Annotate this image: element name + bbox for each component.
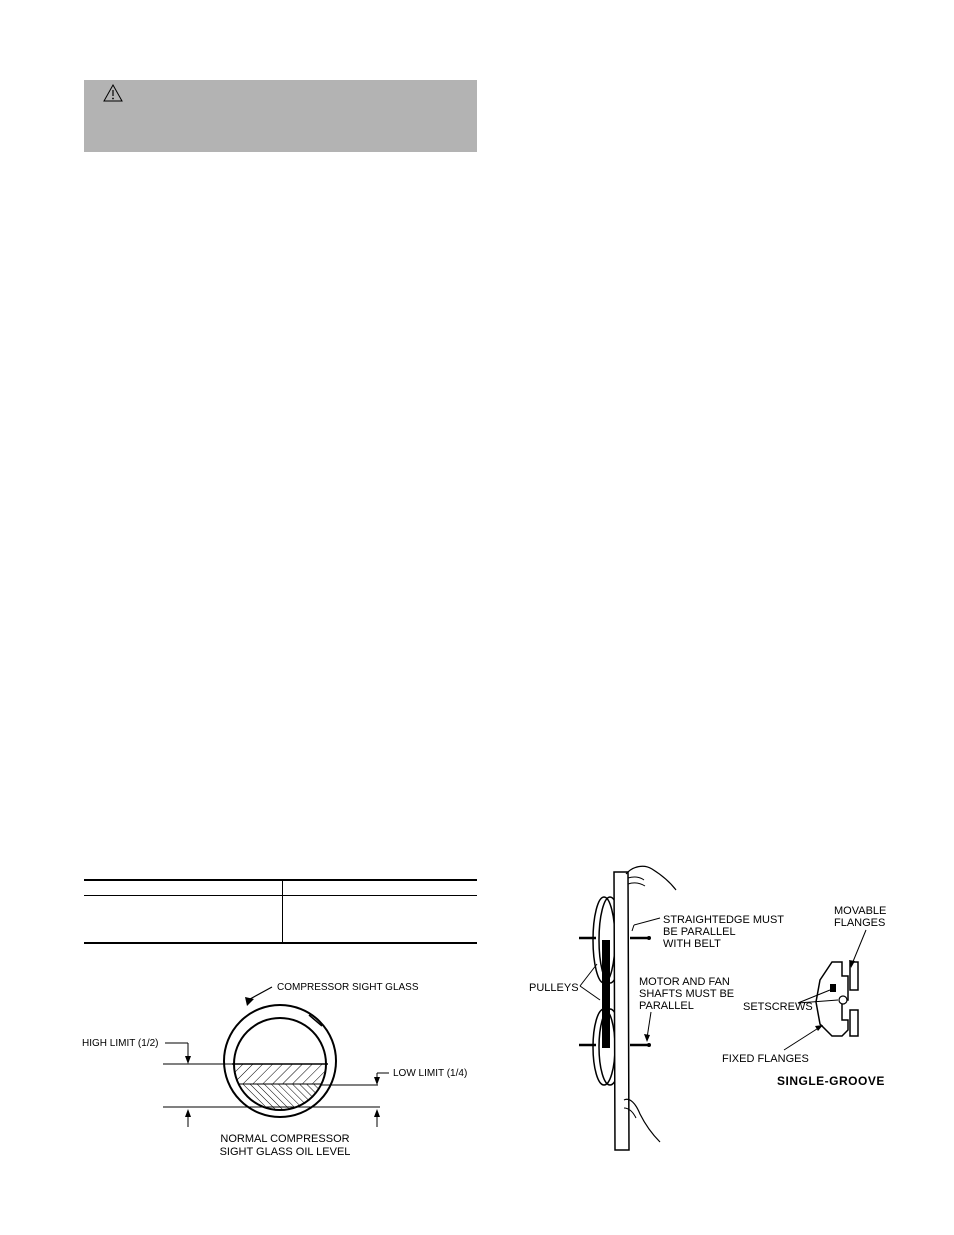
label-high-limit: HIGH LIMIT (1/2) (82, 1038, 159, 1049)
table-header-rule (84, 895, 477, 896)
label-shafts-3: PARALLEL (639, 1000, 694, 1012)
caption-line-1: NORMAL COMPRESSOR (220, 1133, 350, 1145)
label-low-limit: LOW LIMIT (1/4) (393, 1068, 468, 1079)
caution-box (84, 80, 477, 152)
label-straightedge-2: BE PARALLEL (663, 926, 736, 938)
label-movable-2: FLANGES (834, 917, 886, 929)
label-single-groove: SINGLE-GROOVE (777, 1074, 885, 1088)
label-setscrews: SETSCREWS (743, 1001, 813, 1013)
label-compressor-sight-glass: COMPRESSOR SIGHT GLASS (277, 982, 419, 993)
label-fixed-flanges: FIXED FLANGES (722, 1053, 809, 1065)
flange-drawing (784, 930, 866, 1050)
warning-triangle-icon (102, 83, 124, 103)
pulley-alignment-figure (525, 858, 905, 1158)
label-pulleys: PULLEYS (529, 982, 579, 994)
label-straightedge-1: STRAIGHTEDGE MUST (663, 914, 785, 926)
label-movable-1: MOVABLE (834, 905, 887, 917)
label-straightedge-3: WITH BELT (663, 938, 721, 950)
label-shafts-2: SHAFTS MUST BE (639, 988, 735, 1000)
data-table (84, 879, 477, 944)
sight-glass-drawing (163, 987, 389, 1127)
sight-glass-figure (80, 970, 480, 1165)
table-column-divider (282, 881, 283, 942)
caption-line-2: SIGHT GLASS OIL LEVEL (219, 1146, 351, 1158)
label-shafts-1: MOTOR AND FAN (639, 976, 730, 988)
